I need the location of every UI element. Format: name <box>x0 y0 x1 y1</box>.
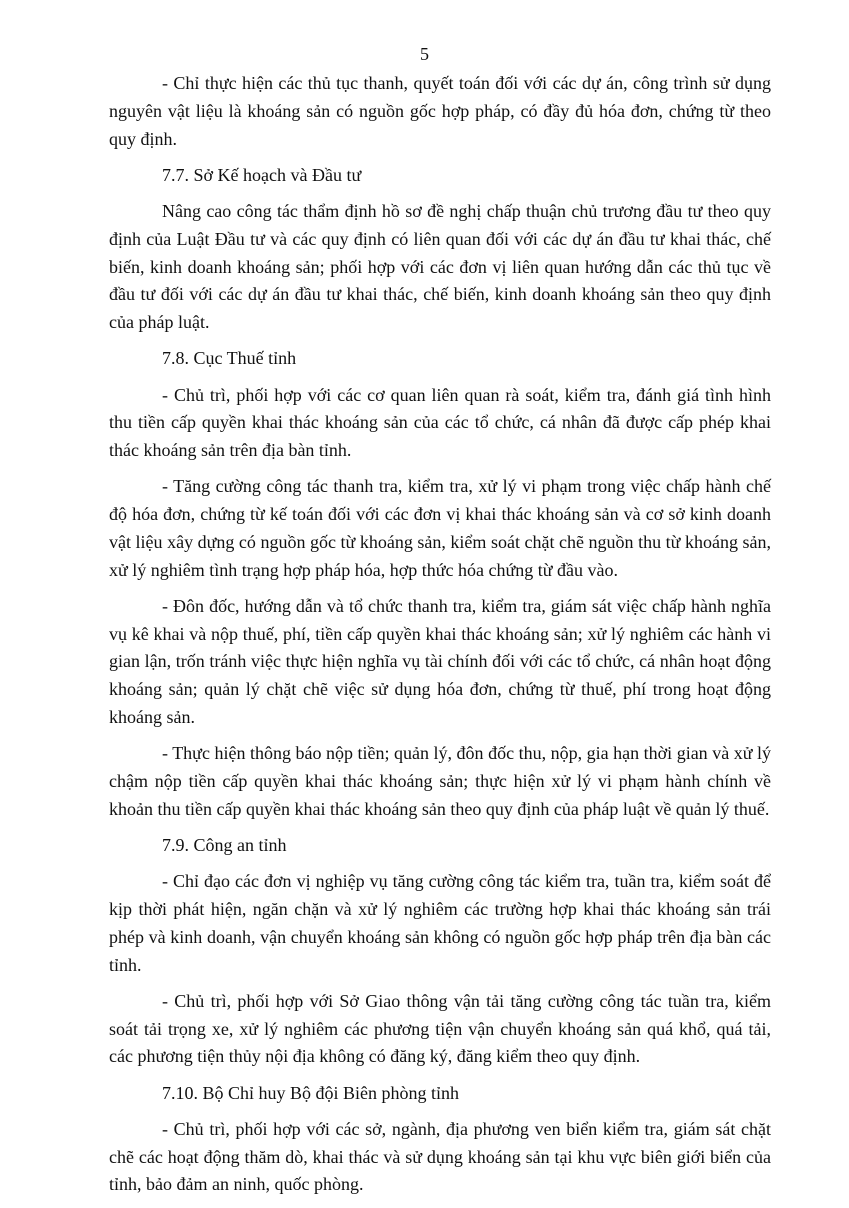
page-number: 5 <box>420 44 429 64</box>
paragraph: - Tăng cường công tác thanh tra, kiểm tra, xử lý vi phạm trong việc chấp hành chế độ hóa đơn, chứng từ kế toán đối với các đơn vị khai thác khoáng sản và cơ sở kinh doanh vật liệu xây dựng có nguồn gốc từ khoáng sản, kiểm soát chặt chẽ nguồn thu từ khoáng sản, xử lý nghiêm tình trạng hợp pháp hóa, hợp thức hóa chứng từ đầu vào. <box>109 476 771 580</box>
paragraph: Nâng cao công tác thẩm định hồ sơ đề nghị chấp thuận chủ trương đầu tư theo quy định của Luật Đầu tư và các quy định có liên quan đối với các dự án đầu tư khai thác, chế biến, kinh doanh khoáng sản; phối hợp với các đơn vị liên quan hướng dẫn các thủ tục về đầu tư đối với các dự án đầu tư khai thác, chế biến, kinh doanh khoáng sản theo quy định của pháp luật. <box>109 200 771 333</box>
section-heading: 7.10. Bộ Chỉ huy Bộ đội Biên phòng tỉnh <box>162 1082 460 1103</box>
paragraph: - Thực hiện thông báo nộp tiền; quản lý, đôn đốc thu, nộp, gia hạn thời gian và xử lý chậm nộp tiền cấp quyền khai thác khoáng sản; thực hiện xử lý vi phạm hành chính về khoản thu tiền cấp quyền khai thác khoáng sản theo quy định của pháp luật về quản lý thuế. <box>109 743 771 819</box>
paragraph: - Chỉ thực hiện các thủ tục thanh, quyết toán đối với các dự án, công trình sử dụng nguyên vật liệu là khoáng sản có nguồn gốc hợp pháp, có đầy đủ hóa đơn, chứng từ theo quy định. <box>109 73 771 149</box>
section-heading: 7.9. Công an tỉnh <box>162 835 287 856</box>
section-heading: 7.8. Cục Thuế tỉnh <box>162 348 297 369</box>
paragraph: - Chủ trì, phối hợp với Sở Giao thông vận tải tăng cường công tác tuần tra, kiểm soát tải trọng xe, xử lý nghiêm các phương tiện vận chuyển khoáng sản quá khổ, quá tải, các phương tiện thủy nội địa không có đăng ký, đăng kiểm theo quy định. <box>109 990 771 1067</box>
paragraph: - Đôn đốc, hướng dẫn và tổ chức thanh tra, kiểm tra, giám sát việc chấp hành nghĩa vụ kê khai và nộp thuế, phí, tiền cấp quyền khai thác khoáng sản; xử lý nghiêm các hành vi gian lận, trốn tránh việc thực hiện nghĩa vụ tài chính đối với các tổ chức, cá nhân hoạt động khoáng sản; quản lý chặt chẽ việc sử dụng hóa đơn, chứng từ thuế, phí trong hoạt động khoáng sản. <box>109 595 771 728</box>
paragraph: - Chỉ đạo các đơn vị nghiệp vụ tăng cường công tác kiểm tra, tuần tra, kiểm soát để kịp thời phát hiện, ngăn chặn và xử lý nghiêm các trường hợp khai thác khoáng sản trái phép và kinh doanh, vận chuyển khoáng sản không có nguồn gốc hợp pháp trên địa bàn các tỉnh. <box>109 871 771 975</box>
paragraph: - Chủ trì, phối hợp với các cơ quan liên quan rà soát, kiểm tra, đánh giá tình hình thu tiền cấp quyền khai thác khoáng sản của các tổ chức, cá nhân đã được cấp phép khai thác khoáng sản trên địa bàn tỉnh. <box>109 384 771 461</box>
paragraph: - Chủ trì, phối hợp với các sở, ngành, địa phương ven biển kiểm tra, giám sát chặt chẽ các hoạt động thăm dò, khai thác và sử dụng khoáng sản tại khu vực biên giới biển của tỉnh, bảo đảm an ninh, quốc phòng. <box>109 1118 771 1195</box>
document-body <box>109 70 771 1208</box>
section-heading: 7.7. Sở Kế hoạch và Đầu tư <box>162 164 362 185</box>
